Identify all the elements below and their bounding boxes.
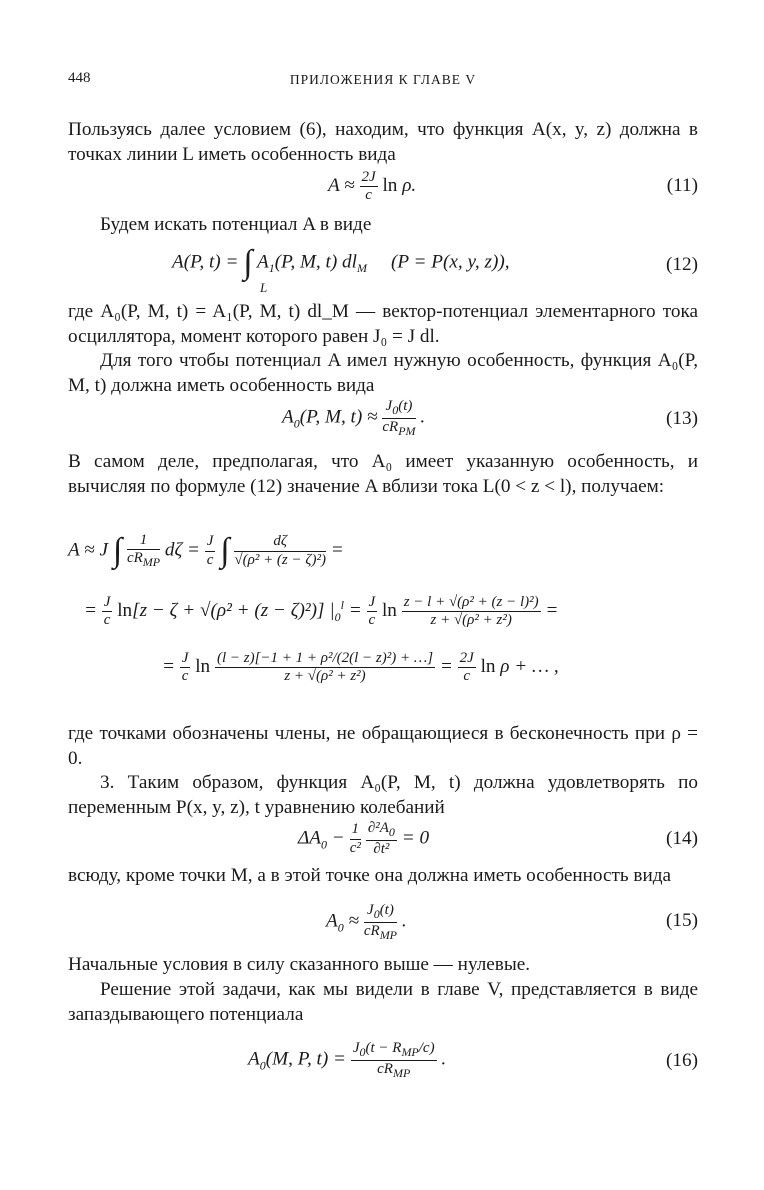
equation-number-11: (11) [666,175,698,196]
paragraph-7: 3. Таким образом, функция A₀(P, M, t) должна удовлетворять по переменным P(x, y, z), t уравнению колебаний [68,772,698,818]
equation-11: A ≈ $\frac{2J}{c}$ ln ρ. (11) [328,169,698,204]
page-number: 448 [68,70,91,86]
equation-16: $A_0(M$, P, t) = $\frac{J_0(t - R_{MP}/c)}{cR_{MP}}$ . (16) [248,1040,698,1080]
paragraph-10: Решение этой задачи, как мы видели в главе V, представляется в виде запаздывающего потенциала [68,979,698,1025]
paragraph-1: Пользуясь далее условием (6), находим, что функция A(x, y, z) должна в точках линии L иметь особенность вида [68,119,698,165]
paragraph-5: В самом деле, предполагая, что A₀ имеет указанную особенность, и вычисляя по формуле (12) значение A вблизи тока L(0 < z < l), получаем: [68,451,698,497]
equation-14: $\Delta A_0$ − $\frac{1}{\text{c²}}$ $\frac{\partial^2A_0}{\text{∂t²}}$ = 0 (14) [298,820,698,857]
paragraph-9: Начальные условия в силу сказанного выше — нулевые. [68,954,531,975]
paragraph-3: где A₀(P, M, t) = A₁(P, M, t) dl_M — вектор-потенциал элементарного тока осциллятора, момент которого равен J₀ = J dl. [68,301,698,347]
equation-integral-line-2: = $\frac{J}{c}$ ln[z − ζ + √(ρ² + (z − ζ)²)] $|_0^l$ = $\frac{J}{c}$ ln $\frac{\text{z − l + √(ρ² + (z − l)²)}}{\text{z + √(ρ² + z²)}}$ = [84,594,559,629]
equation-number-14: (14) [666,828,698,849]
running-title: ПРИЛОЖЕНИЯ К ГЛАВЕ V [289,72,477,87]
equation-15: $A_0$ ≈ $\frac{J_0(t)}{cR_{MP}}$ . (15) [326,902,698,942]
equation-integral-line-1: A ≈ J ∫ $\frac{1}{cR_{MP}}$ dζ = $\frac{J}{c}$ ∫ $\frac{d\zeta}{\text{√(ρ² + (z − ζ)²)}}$ = [68,532,344,570]
running-header [68,70,698,96]
paragraph-6: где точками обозначены члены, не обращающиеся в бесконечность при ρ = 0. [68,723,698,769]
paragraph-2: Будем искать потенциал A в виде [100,214,372,235]
equation-integral-line-3: = $\frac{J}{c}$ ln $\frac{\text{(l − z)[−1 + 1 + ρ²/(2(l − z)²) + …]}}{\text{z + √(ρ² + z²)}}$ = $\frac{2J}{c}$ ln ρ + … , [162,650,559,685]
equation-number-13: (13) [666,408,698,429]
equation-number-12: (12) [666,254,698,275]
equation-number-15: (15) [666,910,698,931]
paragraph-4: Для того чтобы потенциал A имел нужную особенность, функция A₀(P, M, t) должна иметь особенность вида [68,350,698,396]
equation-12: A(P, t) = ∫ $A_1(P$, M, t) $dl_M$ (P = P(x, y, z)), L (12) [172,244,698,295]
equation-13: $A_0(P$, M, t) ≈ $\frac{J_0(t)}{cR_{PM}}$ . (13) [282,398,698,438]
paragraph-8: всюду, кроме точки M, а в этой точке она должна иметь особенность вида [68,865,672,886]
equation-number-16: (16) [666,1050,698,1071]
